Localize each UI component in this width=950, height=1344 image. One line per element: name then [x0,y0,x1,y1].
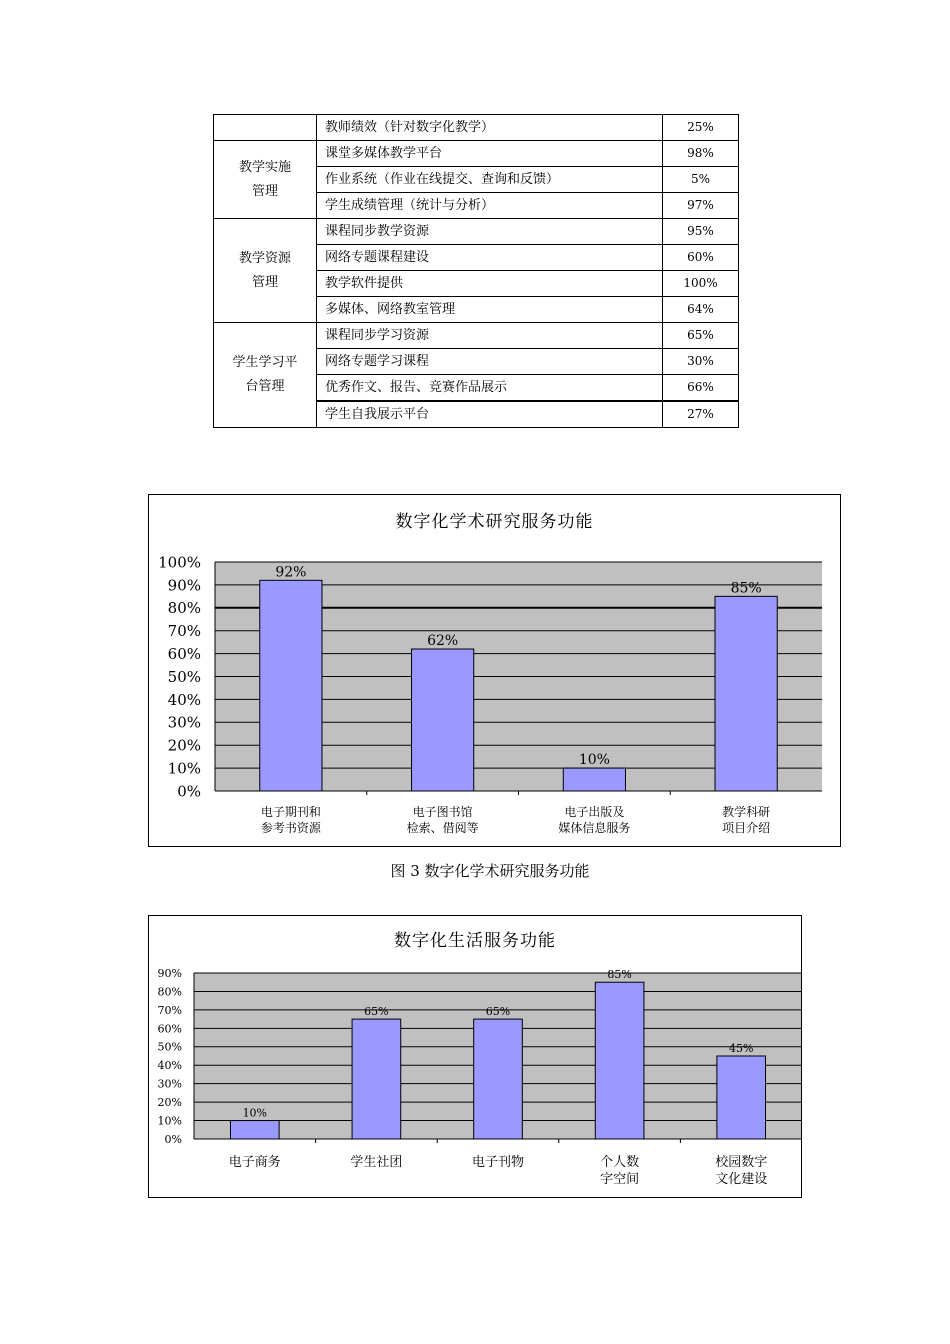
academic-research-chart [148,494,841,847]
group-label-line: 管理 [251,274,278,290]
category-label: 电子刊物 [471,1155,525,1170]
y-tick-label: 80% [167,599,201,618]
item-cell: 多媒体、网络教室管理 [317,297,663,323]
group-cell-empty [214,115,317,141]
percent-cell: 98% [663,141,739,167]
group-label-line: 管理 [251,183,278,199]
chart-svg [149,495,840,846]
bar [230,1121,279,1139]
y-tick-label: 60% [167,645,201,663]
bar [260,580,322,791]
bar [717,1056,766,1139]
percent-cell: 100% [663,271,739,297]
data-label: 65% [485,1005,511,1019]
category-label: 校园数字 [715,1155,768,1170]
chart-title: 数字化学术研究服务功能 [395,512,594,532]
item-cell: 教学软件提供 [317,271,663,297]
category-label: 字空间 [600,1172,640,1187]
data-label: 10% [242,1106,268,1120]
y-tick-label: 10% [167,759,201,778]
category-label: 项目介绍 [722,821,771,835]
function-table [213,114,739,428]
table-row [214,219,739,245]
percent-cell: 27% [663,401,739,428]
category-label: 电子图书馆 [412,805,473,819]
group-label-line: 教学实施 [238,159,291,175]
group-label-line: 台管理 [245,379,285,394]
percent-cell: 25% [663,115,739,141]
group-label-line: 学生学习平 [232,355,298,370]
y-tick-label: 40% [157,1059,182,1073]
group-cell-teaching-resources [214,219,317,323]
table-row [214,115,739,141]
item-cell: 网络专题课程建设 [317,245,663,271]
category-label: 电子出版及 [564,805,625,819]
y-tick-label: 90% [157,966,182,980]
y-tick-label: 80% [157,985,182,999]
bar [715,596,777,791]
category-label: 电子商务 [228,1155,281,1170]
y-tick-label: 50% [167,667,201,686]
category-label: 教学科研 [722,805,771,819]
data-label: 10% [578,752,610,769]
group-label-line: 教学资源 [238,250,291,266]
item-cell: 教师绩效（针对数字化教学） [317,115,663,141]
bar [563,768,625,791]
percent-cell: 97% [663,193,739,219]
item-cell: 学生自我展示平台 [317,401,663,428]
item-cell: 优秀作文、报告、竞赛作品展示 [317,375,663,402]
data-label: 85% [730,580,762,597]
y-tick-label: 10% [157,1114,182,1128]
data-label: 85% [607,968,632,982]
item-cell: 课程同步学习资源 [317,323,663,349]
percent-cell: 66% [663,375,739,402]
bar [474,1019,523,1139]
data-label: 92% [275,564,307,581]
category-label: 文化建设 [715,1172,768,1187]
y-tick-label: 70% [167,622,201,641]
item-cell: 网络专题学习课程 [317,349,663,375]
item-cell: 课程同步教学资源 [317,219,663,245]
percent-cell: 30% [663,349,739,375]
item-cell: 课堂多媒体教学平台 [317,141,663,167]
percent-cell: 5% [663,167,739,193]
y-tick-label: 60% [157,1022,182,1036]
data-label: 65% [364,1005,389,1019]
y-tick-label: 0% [177,782,201,801]
category-label: 检索、借阅等 [406,821,479,835]
y-tick-label: 40% [167,690,201,709]
figure-caption: 图 3 数字化学术研究服务功能 [390,862,590,880]
category-label: 学生社团 [350,1155,403,1170]
percent-cell: 95% [663,219,739,245]
item-cell: 学生成绩管理（统计与分析） [317,193,663,219]
bar [595,982,644,1139]
y-tick-label: 20% [167,736,201,755]
data-label: 62% [427,633,459,650]
table-row [214,323,739,349]
y-tick-label: 30% [167,713,201,732]
chart-title: 数字化生活服务功能 [394,931,556,951]
percent-cell: 60% [663,245,739,271]
y-tick-label: 20% [157,1096,182,1110]
percent-cell: 64% [663,297,739,323]
category-label: 媒体信息服务 [558,821,631,835]
item-cell: 作业系统（作业在线提交、查询和反馈） [317,167,663,193]
chart-svg [149,916,801,1197]
group-cell-student-learning [214,323,317,428]
percent-cell: 65% [663,323,739,349]
bar [352,1019,401,1139]
category-label: 电子期刊和 [260,805,321,819]
data-label: 45% [728,1042,754,1055]
table-row [214,141,739,167]
y-tick-label: 50% [157,1040,182,1054]
group-cell-teaching-implementation [214,141,317,219]
campus-life-chart [148,915,802,1198]
bar [412,649,474,791]
y-tick-label: 100% [158,553,201,572]
y-tick-label: 0% [164,1132,182,1146]
category-label: 个人数 [600,1155,640,1170]
category-label: 参考书资源 [260,821,321,835]
y-tick-label: 30% [157,1077,182,1091]
y-tick-label: 70% [157,1003,182,1017]
y-tick-label: 90% [167,576,201,595]
